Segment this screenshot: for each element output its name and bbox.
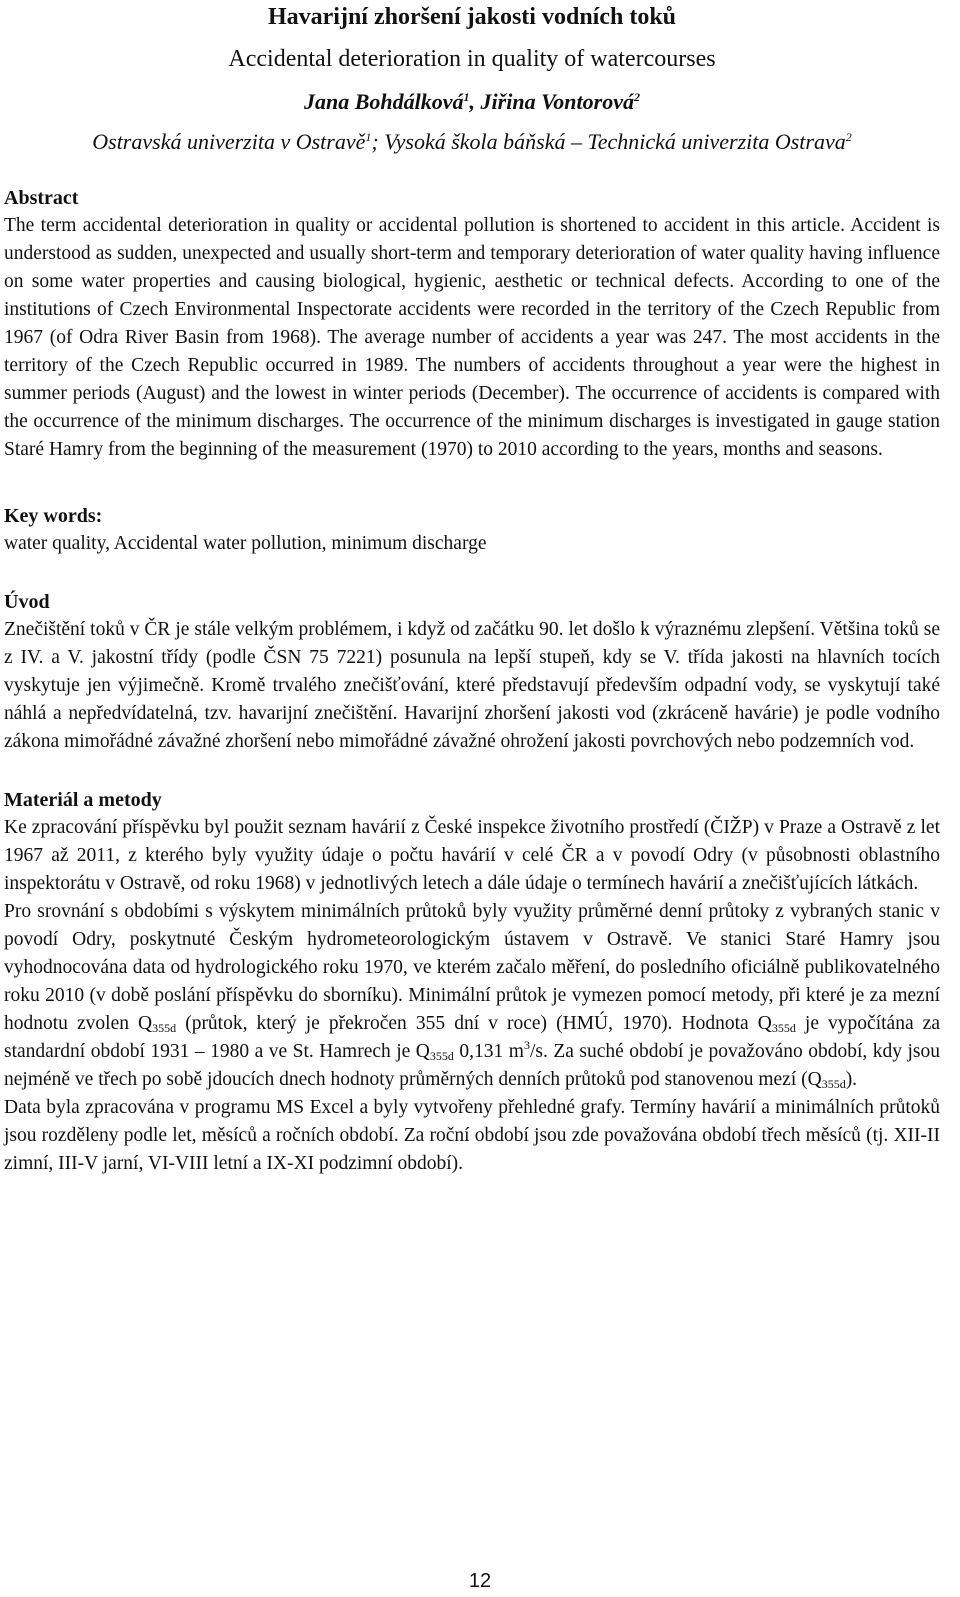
affiliation-name: Ostravská univerzita v Ostravě (92, 129, 366, 154)
author-superscript: 2 (633, 90, 640, 104)
author-separator: , (469, 89, 481, 114)
uvod-heading: Úvod (4, 591, 50, 613)
paragraph-text: /s. Za suché období je považováno období, kdy jsou nejméně ve třech po sobě jdoucích dnech hodnoty průměrných denních průtoků pod stanovenou mezí (Q (4, 1041, 940, 1090)
author-superscript: 1 (463, 90, 470, 104)
paper-title: Havarijní zhoršení jakosti vodních toků (267, 4, 677, 30)
uvod-text: Znečištění toků v ČR je stále velkým problémem, i když od začátku 90. let došlo k výraznému zlepšení. Většina toků se z IV. a V. jakostní třídy (podle ČSN 75 7221) posunula na lepší stupeň, kdy se V. třída jakosti na hlavních tocích vyskytuje jen výjimečně. Kromě trvalého znečišťování, které představují především odpadní vody, se vyskytují také náhlá a nepředvídatelná, tzv. havarijní znečištění. Havarijní zhoršení jakosti vod (zkráceně havárie) je podle vodního zákona mimořádné závažné zhoršení nebo mimořádné závažné ohrožení jakosti povrchových nebo podzemních vod. (4, 619, 940, 752)
subscript: 355d (152, 1021, 177, 1035)
page-number: 12 (468, 1570, 492, 1592)
affiliation-line (4, 128, 940, 156)
affiliation-superscript: 2 (845, 130, 852, 144)
abstract-heading: Abstract (4, 187, 79, 209)
paragraph-text: je vypočítána za standardní období 1931 – 1980 a ve St. Hamrech je Q (4, 1013, 940, 1062)
author-line (4, 88, 940, 116)
paragraph-text: Pro srovnání s obdobími s výskytem minimálních průtoků byly využity průměrné denní průtoky z vybraných stanic v povodí Odry, poskytnuté Českým hydrometeorologickým ústavem v Ostravě. Ve stanici Staré Hamry jsou vyhodnocována data od hydrologického roku 1970, ve kterém začalo měření, do posledního oficiálně publikovatelného roku 2010 (v době poslání příspěvku do sborníku). Minimální průtok je vymezen pomocí metody, při které je za mezní hodnotu zvolen Q (4, 901, 940, 1034)
subscript: 355d (429, 1049, 454, 1063)
keywords-heading: Key words: (4, 505, 103, 527)
subscript: 355d (821, 1077, 846, 1091)
paragraph-text: (průtok, který je překročen 355 dní v roce) (HMÚ, 1970). Hodnota Q (176, 1013, 772, 1034)
paper-subtitle: Accidental deterioration in quality of watercourses (228, 46, 716, 72)
keywords-text: water quality, Accidental water pollution, minimum discharge (4, 533, 487, 554)
material-paragraph-1: Ke zpracování příspěvku byl použit seznam havárií z České inspekce životního prostředí (ČIŽP) v Praze a Ostravě z let 1967 až 2011, z kterého byly využity údaje o počtu havárií v celé ČR a v povodí Odry (v působnosti oblastního inspektorátu v Ostravě, od roku 1968) v jednotlivých letech a dále údaje o termínech havárií a znečišťujících látkách. (4, 817, 940, 894)
abstract-text: The term accidental deterioration in quality or accidental pollution is shortened to accident in this article. Accident is understood as sudden, unexpected and usually short-term and temporary deterioration of water quality having influence on some water properties and causing biological, hygienic, aesthetic or technical defects. According to one of the institutions of Czech Environmental Inspectorate accidents were recorded in the territory of the Czech Republic from 1967 (of Odra River Basin from 1968). The average number of accidents a year was 247. The most accidents in the territory of the Czech Republic occurred in 1989. The numbers of accidents throughout a year were the highest in summer periods (August) and the lowest in winter periods (December). The occurrence of accidents is compared with the occurrence of the minimum discharges. The occurrence of the minimum discharges is investigated in gauge station Staré Hamry from the beginning of the measurement (1970) to 2010 according to the years, months and seasons. (4, 215, 940, 460)
affiliation-name: Vysoká škola báňská – Technická univerzita Ostrava (384, 129, 846, 154)
material-paragraph-2 (4, 898, 940, 1094)
author-name: Jana Bohdálková (304, 89, 464, 114)
subscript: 355d (771, 1021, 796, 1035)
paragraph-text: ). (845, 1069, 858, 1090)
author-name: Jiřina Vontorová (480, 89, 634, 114)
material-paragraph-3: Data byla zpracována v programu MS Excel a byly vytvořeny přehledné grafy. Termíny havárií a minimálních průtoků jsou rozděleny podle let, měsíců a ročních období. Za roční období jsou zde považována období třech měsíců (tj. XII-II zimní, III-V jarní, VI-VIII letní a IX-XI podzimní období). (4, 1097, 940, 1174)
paragraph-text: 0,131 m (453, 1041, 524, 1062)
affiliation-separator: ; (371, 129, 385, 154)
superscript: 3 (523, 1038, 530, 1052)
material-heading: Materiál a metody (4, 789, 162, 811)
affiliation-superscript: 1 (365, 130, 372, 144)
